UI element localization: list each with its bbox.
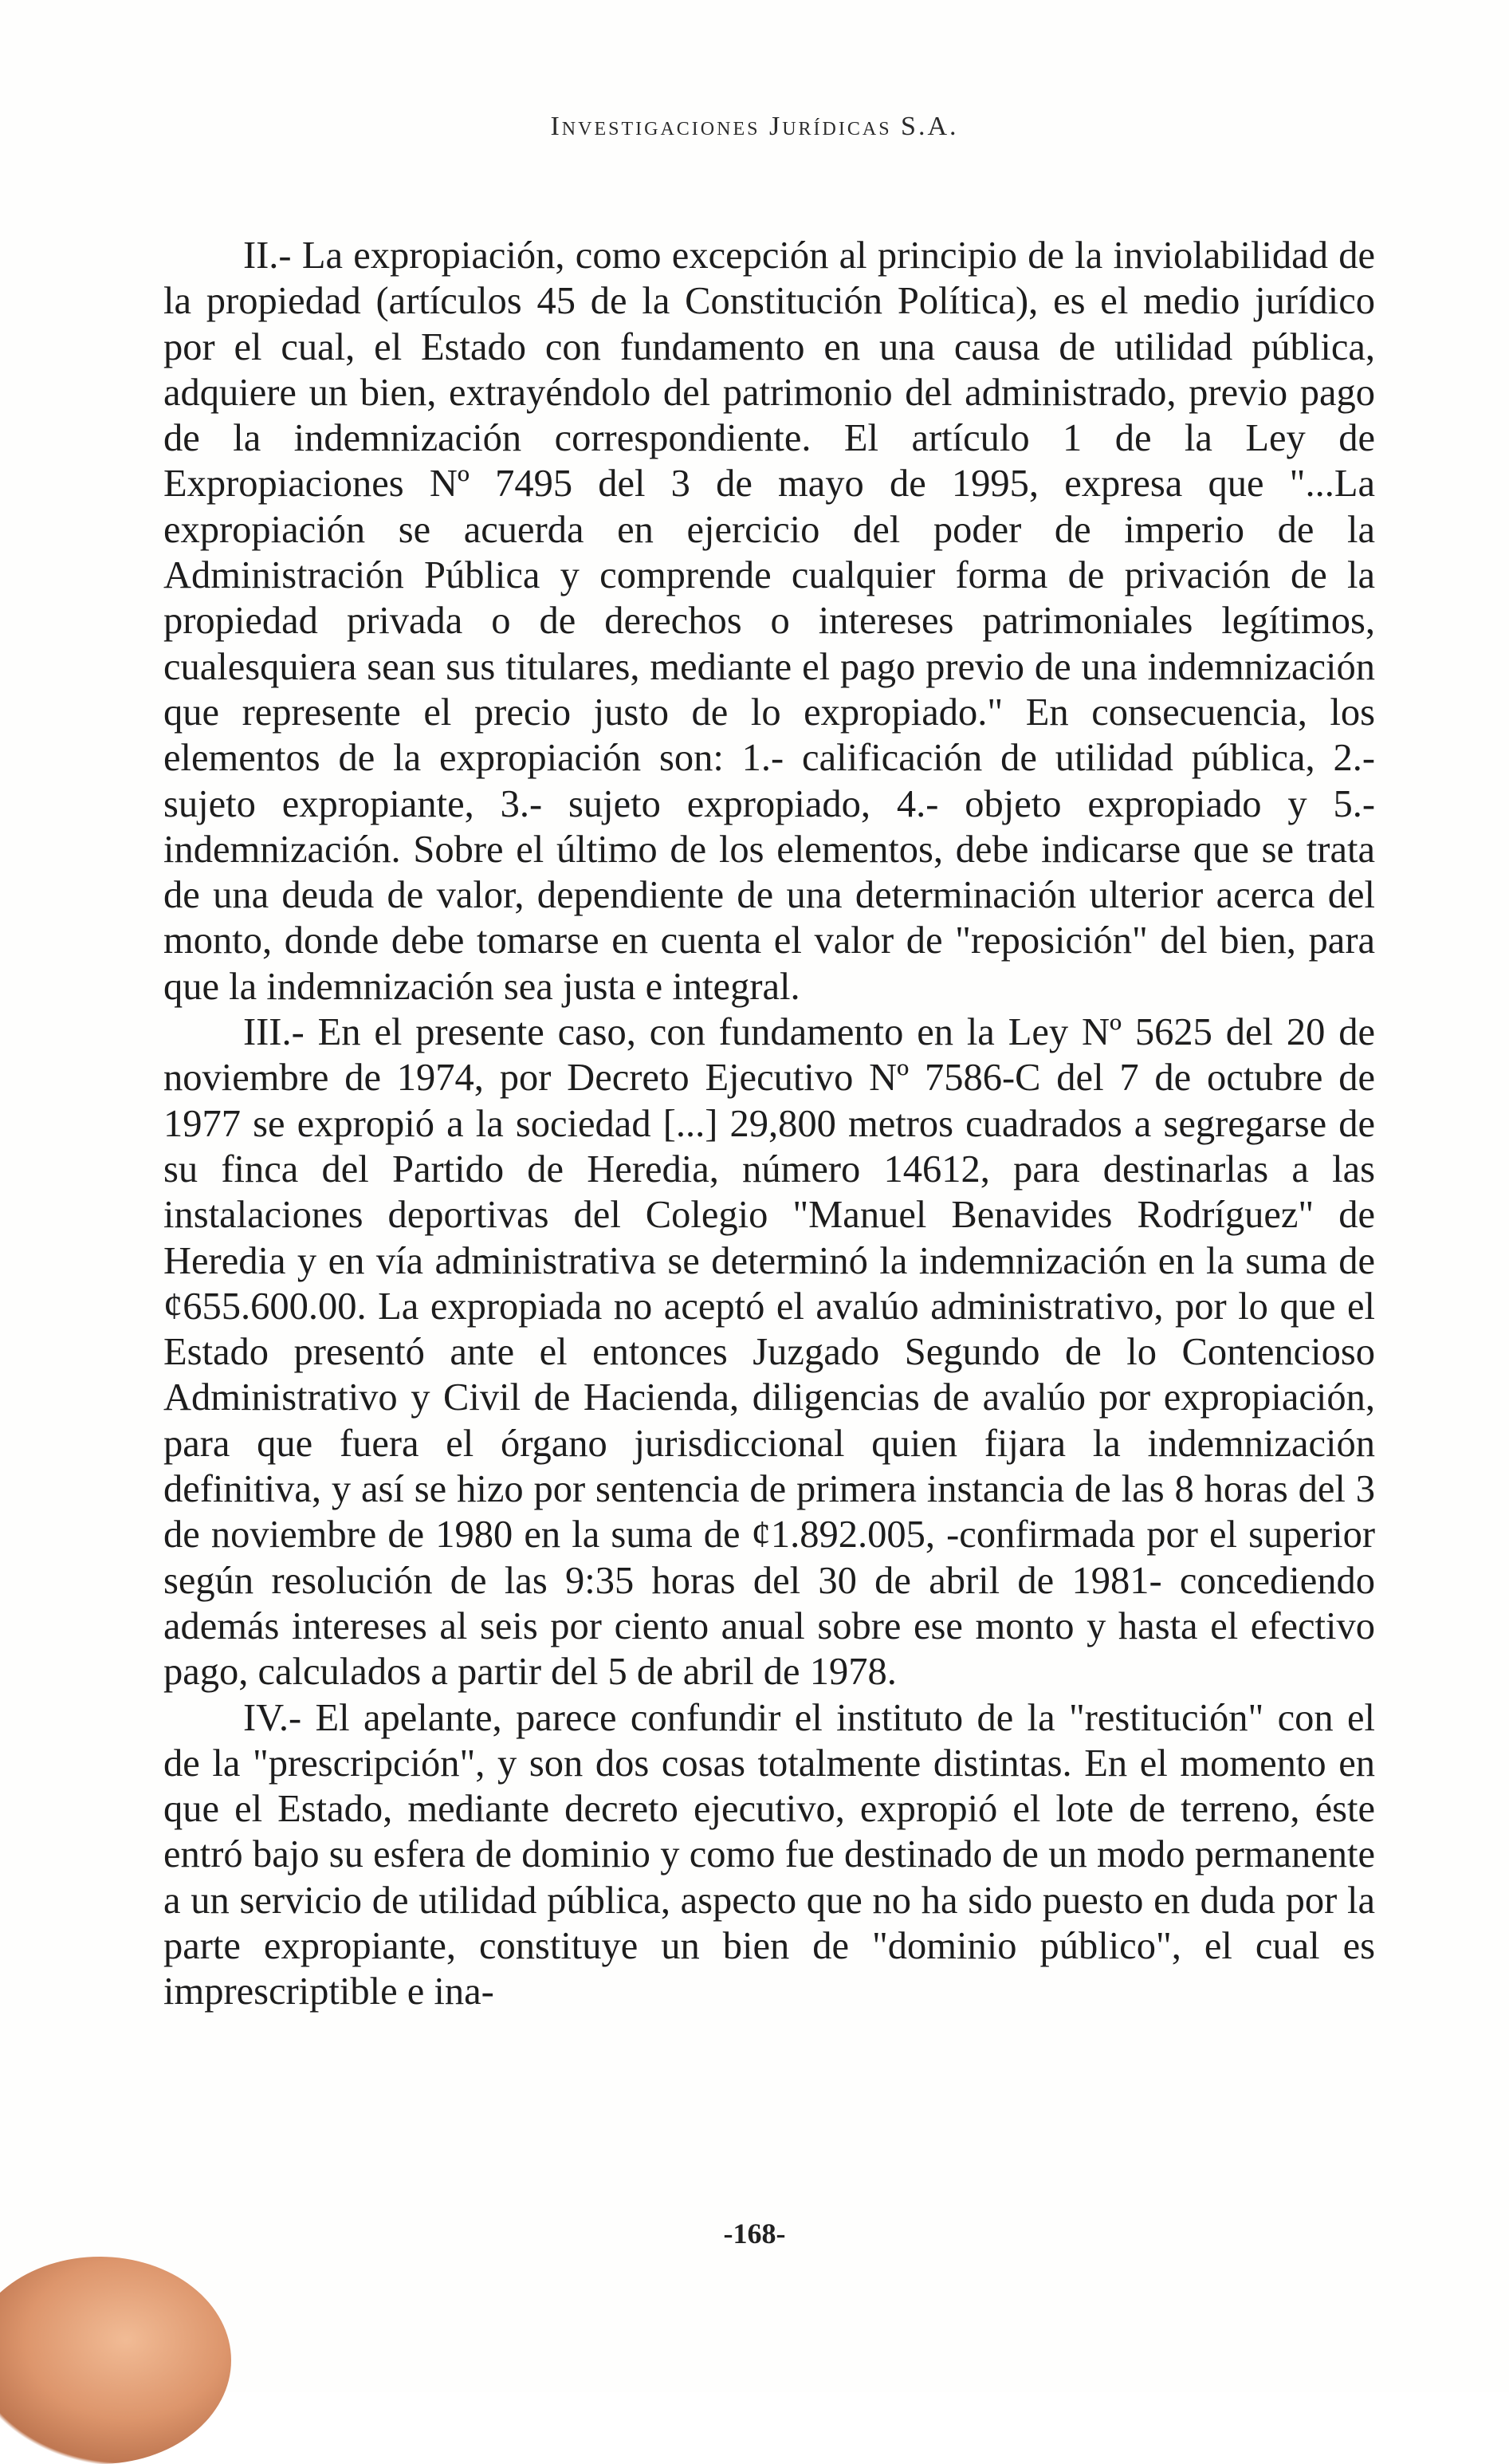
- running-header: Investigaciones Jurídicas S.A.: [550, 112, 959, 141]
- paragraph-iv: IV.- El apelante, parece confundir el instituto de la "restitución" con el de la "prescripción", y son dos cosas totalmente distintas. En el momento en que el Estado, mediante decreto ejecutivo, expropió el lote de terreno, éste entró bajo su esfera de dominio y como fue destinado de un modo permanente a un servicio de utilidad pública, aspecto que no ha sido puesto en duda por la parte expropiante, constituye un bien de "dominio público", el cual es imprescriptible e ina-: [163, 1696, 1375, 2013]
- thumb-image: [0, 2257, 231, 2464]
- body-text: [163, 233, 1375, 2015]
- page-number: -168-: [723, 2218, 786, 2249]
- paragraph-iii: III.- En el presente caso, con fundamento en la Ley Nº 5625 del 20 de noviembre de 1974, por Decreto Ejecutivo Nº 7586-C del 7 de octubre de 1977 se expropió a la sociedad [...] 29,800 metros cuadrados a segregarse de su finca del Partido de Heredia, número 14612, para destinarlas a las instalaciones deportivas del Colegio "Manuel Benavides Rodríguez" de Heredia y en vía administrativa se determinó la indemnización en la suma de ¢655.600.00. La expropiada no aceptó el avalúo administrativo, por lo que el Estado presentó ante el entonces Juzgado Segundo de lo Contencioso Administrativo y Civil de Hacienda, diligencias de avalúo por expropiación, para que fuera el órgano jurisdiccional quien fijara la indemnización definitiva, y así se hizo por sentencia de primera instancia de las 8 horas del 3 de noviembre de 1980 en la suma de ¢1.892.005, -confirmada por el superior según resolución de las 9:35 horas del 30 de abril de 1981- concediendo además intereses al seis por ciento anual sobre ese monto y hasta el efectivo pago, calculados a partir del 5 de abril de 1978.: [163, 1011, 1375, 1694]
- paragraph-ii: II.- La expropiación, como excepción al principio de la inviolabilidad de la propiedad (artículos 45 de la Constitución Política), es el medio jurídico por el cual, el Estado con fundamento en una causa de utilidad pública, adquiere un bien, extrayéndolo del patrimonio del administrado, previo pago de la indemnización correspondiente. El artículo 1 de la Ley de Expropiaciones Nº 7495 del 3 de mayo de 1995, expresa que "...La expropiación se acuerda en ejercicio del poder de imperio de la Administración Pública y comprende cualquier forma de privación de la propiedad privada o de derechos o intereses patrimoniales legítimos, cualesquiera sean sus titulares, mediante el pago previo de una indemnización que represente el precio justo de lo expropiado." En consecuencia, los elementos de la expropiación son: 1.- calificación de utilidad pública, 2.- sujeto expropiante, 3.- sujeto expropiado, 4.- objeto expropiado y 5.- indemnización. Sobre el último de los elementos, debe indicarse que se trata de una deuda de valor, dependiente de una determinación ulterior acerca del monto, donde debe tomarse en cuenta el valor de "reposición" del bien, para que la indemnización sea justa e integral.: [163, 234, 1375, 1008]
